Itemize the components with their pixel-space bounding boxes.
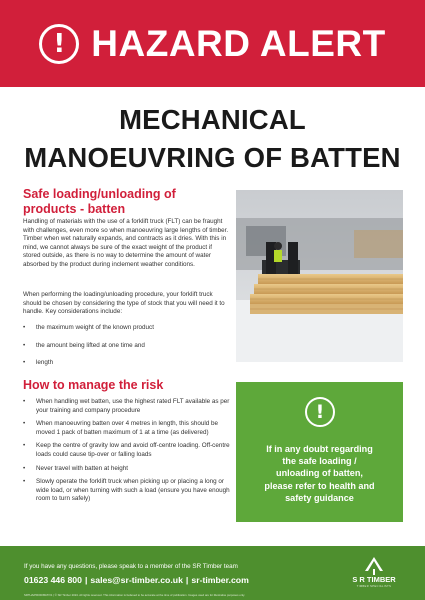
- list-item: • length: [23, 359, 233, 368]
- list-item: • the amount being lifted at one time and: [23, 342, 233, 351]
- email-link[interactable]: sales@sr-timber.co.uk: [90, 575, 183, 585]
- footer-question: If you have any questions, please speak to a member of the SR Timber team: [24, 563, 238, 570]
- forklift-timber-photo: [236, 190, 403, 362]
- risk-list: [23, 398, 233, 504]
- banner-title: HAZARD ALERT: [91, 23, 386, 64]
- exclamation-circle-icon: !: [305, 397, 335, 427]
- considerations-list: [23, 324, 233, 368]
- phone-number[interactable]: 01623 446 800: [24, 575, 82, 585]
- footer-contact: 01623 446 800 | sales@sr-timber.co.uk | sr-timber.com: [24, 575, 249, 585]
- logo-name: S R TIMBER: [352, 575, 396, 584]
- logo-tagline: TIMBER SPECIALISTS: [356, 585, 392, 588]
- hazard-alert-banner: [0, 0, 425, 87]
- page-title-line-2: MANOEUVRING OF BATTEN: [24, 142, 401, 173]
- footer-fine-print: SRTHA/PROD/BAT/V1 | © SR Timber 2024. All rights reserved. This information is believed to be accurate at the time of publication. Images used are for illustrative purposes only.: [24, 593, 245, 597]
- tree-logo-icon: [363, 557, 385, 575]
- list-item: • When handling wet batten, use the highest rated FLT available as per your training and company procedure: [23, 398, 233, 415]
- section-heading-safe-loading-2: products - batten: [23, 202, 126, 216]
- sr-timber-logo: [343, 557, 405, 593]
- list-item: • Keep the centre of gravity low and avoid off-centre loading. Off-centre loads could cause tip-over or falling loads: [23, 442, 233, 459]
- section-heading-safe-loading-1: Safe loading/unloading of: [23, 187, 176, 201]
- list-item: • the maximum weight of the known product: [23, 324, 233, 333]
- list-item: • Slowly operate the forklift truck when picking up or placing a long or wide load, or when turning with such a load (ensure you have enough room to turn safely): [23, 478, 233, 504]
- list-item: • Never travel with batten at height: [23, 465, 233, 474]
- section-heading-manage-risk: How to manage the risk: [23, 378, 164, 392]
- page-title-line-1: MECHANICAL: [119, 104, 306, 135]
- safety-callout: [236, 382, 403, 522]
- intro-paragraph: Handling of materials with the use of a forklift truck (FLT) can be fraught with challenges, even more so when manoeuvring large lengths of timber. Timber when wet naturally expands, and contracts as it dries. With this in mind, we cannot always be sure of the exact weight of the product if stored outside, as there is no way to determine the amount of water absorbed by the product during inclement weather conditions.: [23, 218, 229, 268]
- list-item: • When manoeuvring batten over 4 metres in length, this should be moved 1 pack of batten maximum of 1 at a time (as delivered): [23, 420, 233, 437]
- considerations-paragraph: When performing the loading/unloading procedure, your forklift truck should be chosen by considering the type of stock that you will need it to handle. Key considerations include:: [23, 291, 225, 316]
- website-link[interactable]: sr-timber.com: [191, 575, 249, 585]
- exclamation-circle-icon: !: [39, 24, 79, 64]
- callout-text: If in any doubt regarding the safe loading / unloading of batten, please refer to health and safety guidance: [264, 444, 375, 503]
